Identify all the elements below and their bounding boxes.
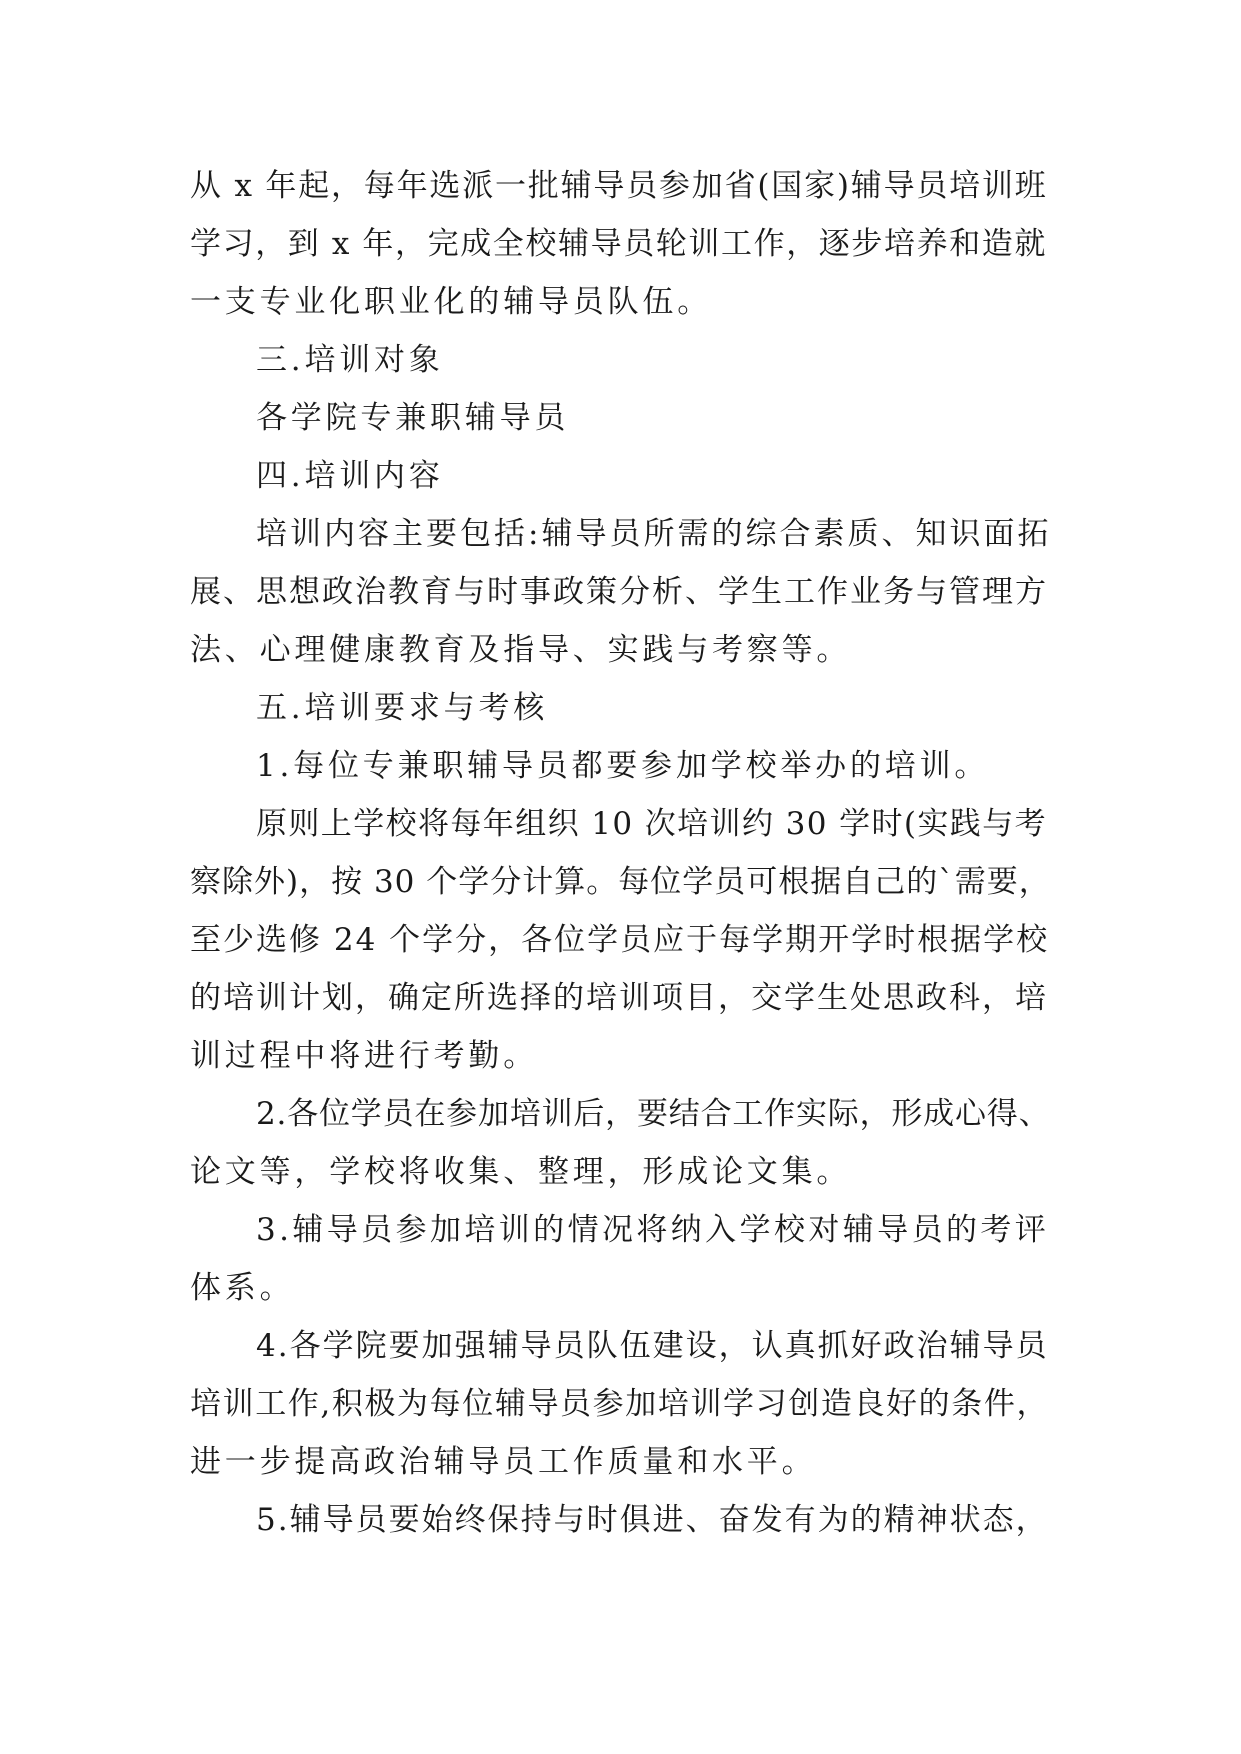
paragraph-line: 法、心理健康教育及指导、实践与考察等。 — [190, 632, 852, 668]
paragraph-line: 体系。 — [190, 1270, 295, 1306]
section-heading: 四.培训内容 — [256, 458, 444, 494]
paragraph-line: 培训内容主要包括:辅导员所需的综合素质、知识面拓 — [256, 516, 1052, 552]
section-heading: 三.培训对象 — [256, 342, 444, 378]
paragraph-line: 至少选修 24 个学分，各位学员应于每学期开学时根据学校 — [190, 922, 1050, 958]
paragraph-line: 一支专业化职业化的辅导员队伍。 — [190, 284, 712, 320]
paragraph-line: 原则上学校将每年组织 10 次培训约 30 学时(实践与考 — [256, 806, 1048, 842]
paragraph-line: 展、思想政治教育与时事政策分析、学生工作业务与管理方 — [190, 574, 1048, 610]
paragraph-line: 学习，到 x 年，完成全校辅导员轮训工作，逐步培养和造就 — [190, 226, 1047, 262]
list-item: 5.辅导员要始终保持与时俱进、奋发有为的精神状态， — [256, 1502, 1049, 1538]
list-item: 2.各位学员在参加培训后，要结合工作实际，形成心得、 — [256, 1096, 1051, 1132]
section-heading: 五.培训要求与考核 — [256, 690, 549, 726]
paragraph-line: 从 x 年起，每年选派一批辅导员参加省(国家)辅导员培训班 — [190, 168, 1048, 204]
paragraph-line: 培训工作,积极为每位辅导员参加培训学习创造良好的条件， — [190, 1386, 1050, 1422]
paragraph-line: 训过程中将进行考勤。 — [190, 1038, 538, 1074]
paragraph-line: 的培训计划，确定所选择的培训项目，交学生处思政科，培 — [190, 980, 1048, 1016]
list-item: 1.每位专兼职辅导员都要参加学校举办的培训。 — [256, 748, 990, 784]
paragraph-line: 各学院专兼职辅导员 — [256, 400, 570, 436]
paragraph-line: 察除外)，按 30 个学分计算。每位学员可根据自己的`需要， — [190, 864, 1051, 900]
paragraph-line: 论文等，学校将收集、整理，形成论文集。 — [190, 1154, 852, 1190]
list-item: 4.各学院要加强辅导员队伍建设，认真抓好政治辅导员 — [256, 1328, 1049, 1364]
paragraph-line: 进一步提高政治辅导员工作质量和水平。 — [190, 1444, 817, 1480]
list-item: 3.辅导员参加培训的情况将纳入学校对辅导员的考评 — [256, 1212, 1050, 1248]
